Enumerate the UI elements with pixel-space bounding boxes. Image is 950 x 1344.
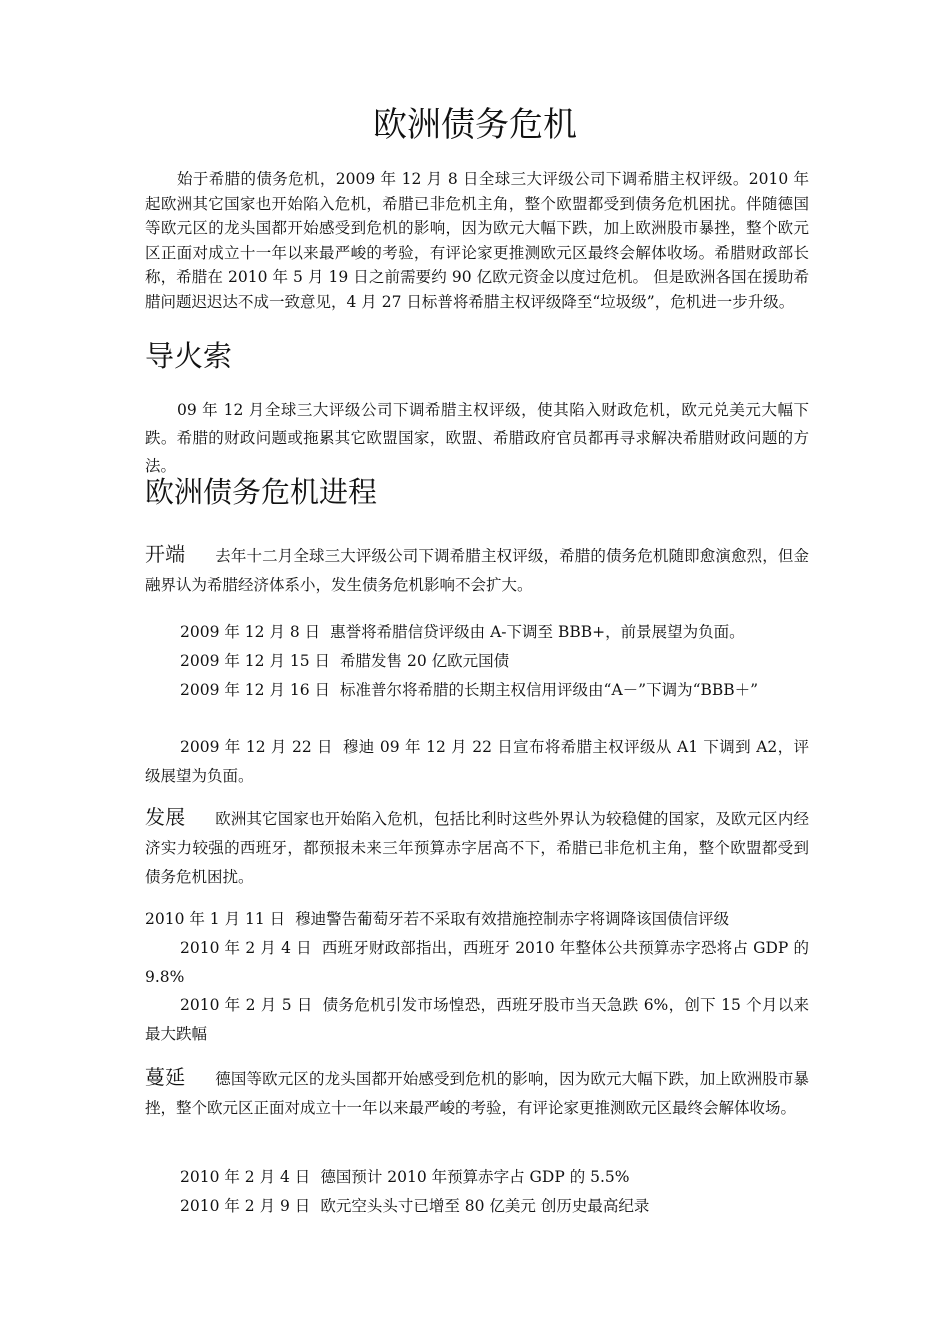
event-date: 2010 年 1 月 11 日 — [145, 910, 286, 928]
event-date: 2010 年 2 月 9 日 — [180, 1197, 311, 1215]
event-text: 标准普尔将希腊的长期主权信用评级由“A－”下调为“BBB＋” — [340, 681, 759, 699]
event-date: 2009 年 12 月 8 日 — [180, 623, 321, 641]
event-date: 2010 年 2 月 4 日 — [180, 1168, 311, 1186]
develop-section — [145, 803, 809, 892]
start-event — [145, 733, 809, 791]
fuse-heading: 导火索 — [145, 339, 233, 373]
event-date: 2009 年 12 月 16 日 — [180, 681, 331, 699]
develop-event — [145, 905, 809, 934]
event-text: 希腊发售 20 亿欧元国债 — [340, 652, 510, 670]
event-date: 2009 年 12 月 22 日 — [180, 738, 333, 756]
start-label: 开端 — [145, 542, 186, 566]
start-event — [145, 676, 809, 705]
event-text: 惠誉将希腊信贷评级由 A-下调至 BBB+，前景展望为负面。 — [330, 623, 745, 641]
start-section — [145, 540, 809, 600]
fuse-paragraph: 09 年 12 月全球三大评级公司下调希腊主权评级，使其陷入财政危机，欧元兑美元大幅下跌。希腊的财政问题或拖累其它欧盟国家，欧盟、希腊政府官员都再寻求解决希腊财政问题的方法。 — [145, 401, 809, 475]
spread-section — [145, 1063, 809, 1123]
spread-event — [145, 1163, 809, 1192]
progress-heading: 欧洲债务危机进程 — [145, 475, 378, 509]
develop-event — [145, 991, 809, 1049]
event-text: 穆迪 09 年 12 月 22 日宣布将希腊主权评级从 A1 下调到 A2，评级展望为负面。 — [145, 738, 810, 785]
start-event — [145, 647, 809, 676]
spread-event — [145, 1192, 809, 1221]
develop-label: 发展 — [145, 805, 186, 829]
start-text: 去年十二月全球三大评级公司下调希腊主权评级，希腊的债务危机随即愈演愈烈，但金融界认为希腊经济体系小，发生债务危机影响不会扩大。 — [145, 547, 809, 594]
event-text: 穆迪警告葡萄牙若不采取有效措施控制赤字将调降该国债信评级 — [295, 910, 730, 928]
intro-paragraph: 始于希腊的债务危机，2009 年 12 月 8 日全球三大评级公司下调希腊主权评级。2010 年起欧洲其它国家也开始陷入危机，希腊已非危机主角，整个欧盟都受到债务危机困扰。伴随德国等欧元区的龙头国都开始感受到危机的影响，因为欧元大幅下跌，加上欧洲股市暴挫，整个欧元区正面对成立十一年以来最严峻的考验，有评论家更推测欧元区最终会解体收场。希腊财政部长称，希腊在 2010 年 5 月 19 日之前需要约 90 亿欧元资金以度过危机。 但是欧洲各国在援助希腊问题迟迟达不成一致意见，4 月 27 日标普将希腊主权评级降至“垃圾级”，危机进一步升级。 — [145, 170, 809, 311]
page-title: 欧洲债务危机 — [373, 105, 577, 145]
event-text: 西班牙财政部指出，西班牙 2010 年整体公共预算赤字恐将占 GDP 的 9.8% — [145, 939, 809, 986]
event-text: 德国预计 2010 年预算赤字占 GDP 的 5.5% — [320, 1168, 630, 1186]
event-text: 债务危机引发市场惶恐，西班牙股市当天急跌 6%，创下 15 个月以来最大跌幅 — [145, 996, 809, 1043]
develop-event — [145, 934, 809, 992]
spread-label: 蔓延 — [145, 1065, 186, 1089]
spread-text: 德国等欧元区的龙头国都开始感受到危机的影响，因为欧元大幅下跌，加上欧洲股市暴挫，整个欧元区正面对成立十一年以来最严峻的考验，有评论家更推测欧元区最终会解体收场。 — [145, 1070, 809, 1117]
event-date: 2010 年 2 月 4 日 — [180, 939, 312, 957]
start-event — [145, 618, 809, 647]
event-date: 2009 年 12 月 15 日 — [180, 652, 331, 670]
develop-text: 欧洲其它国家也开始陷入危机，包括比利时这些外界认为较稳健的国家，及欧元区内经济实力较强的西班牙，都预报未来三年预算赤字居高不下，希腊已非危机主角，整个欧盟都受到债务危机困扰。 — [145, 810, 809, 886]
event-date: 2010 年 2 月 5 日 — [180, 996, 313, 1014]
event-text: 欧元空头头寸已增至 80 亿美元 创历史最高纪录 — [320, 1197, 650, 1215]
